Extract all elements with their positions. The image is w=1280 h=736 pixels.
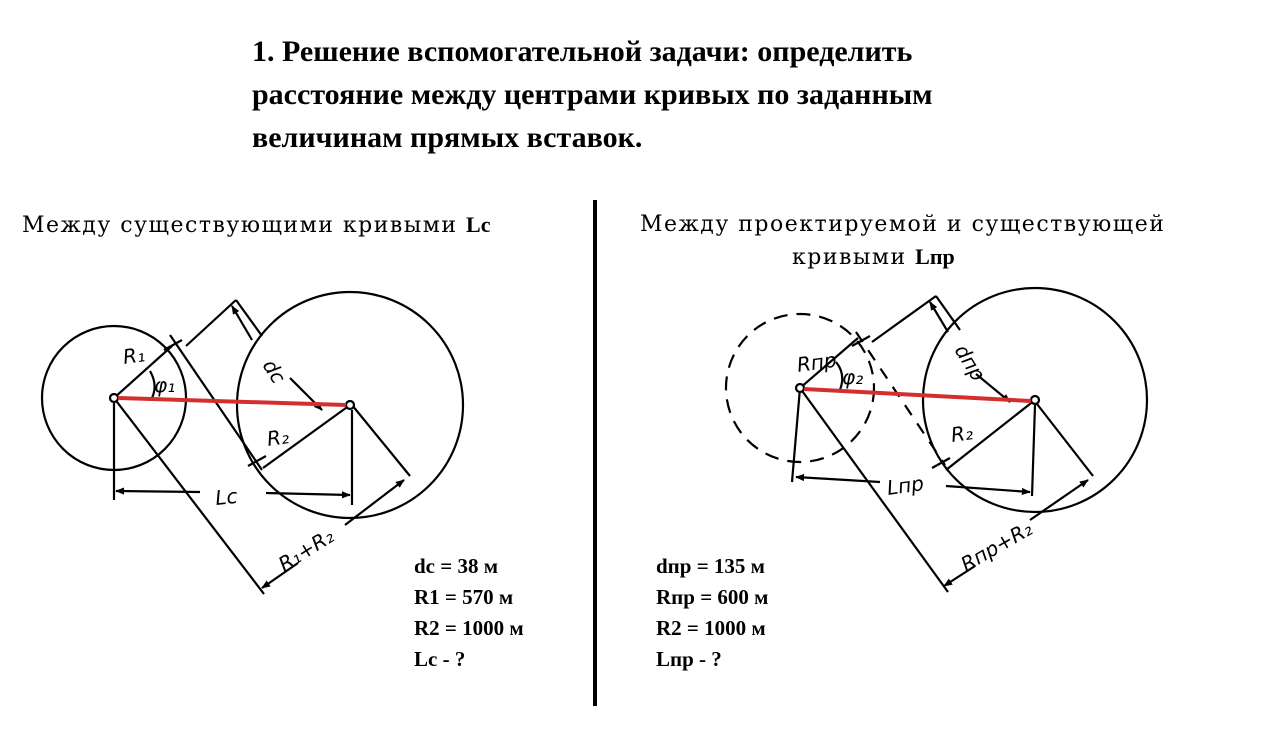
title-line-3: величинам прямых вставок.: [252, 121, 643, 154]
right-given-dpr: dпр = 135 м: [656, 554, 765, 578]
right-vert-2: [1032, 405, 1035, 496]
right-dim-ext-1: [872, 296, 936, 342]
left-given-r1: R1 = 570 м: [414, 585, 514, 609]
right-label-dpr: dпр: [949, 339, 991, 386]
right-center-1: [796, 384, 804, 392]
left-label-phi: φ₁: [154, 373, 176, 397]
title-line-2: расстояние между центрами кривых по заданным: [252, 78, 933, 111]
left-perp-1: [352, 405, 410, 476]
right-dim-ext-2: [936, 296, 960, 330]
left-heading: Между существующими кривыми Lc: [22, 212, 491, 238]
right-rprr2-arrow-a: [1030, 480, 1088, 520]
left-label-lc: Lc: [214, 483, 239, 510]
left-label-r2: R₂: [265, 424, 291, 451]
right-label-r2: R₂: [949, 420, 975, 447]
left-long-diagonal: [114, 398, 264, 594]
left-given-dc: dc = 38 м: [414, 554, 499, 578]
right-given-lpr: Lпр - ?: [656, 647, 722, 671]
left-dc-arrow: [232, 306, 252, 340]
right-dpr-arrow: [930, 302, 948, 332]
right-lpr-arrow-b: [946, 486, 1030, 492]
diagram-labels: [121, 340, 1036, 576]
left-center-2: [346, 401, 354, 409]
right-perp-1: [1037, 404, 1093, 476]
left-lc-arrow-b: [266, 493, 350, 495]
left-given-lc: Lc - ?: [414, 647, 466, 671]
left-lc-arrow-a: [116, 491, 200, 492]
right-vert-1: [792, 388, 800, 482]
right-label-phi: φ₂: [842, 365, 864, 389]
left-label-r1: R₁: [121, 342, 147, 369]
right-label-rprr2: Rпр+R₂: [956, 516, 1037, 577]
left-center-1: [110, 394, 118, 402]
right-tangent-dashed: [856, 332, 945, 465]
right-long-diagonal: [800, 388, 948, 592]
right-label-lpr: Lпр: [885, 471, 926, 500]
right-given-rpr: Rпр = 600 м: [656, 585, 769, 609]
left-heading-symbol: Lc: [466, 212, 491, 237]
right-center-2: [1031, 396, 1039, 404]
left-given-values: [414, 551, 524, 675]
right-heading-line-1: Между проектируемой и существующей: [640, 212, 1166, 237]
left-label-dc: dc: [257, 354, 291, 388]
right-given-values: [656, 551, 768, 675]
right-heading-symbol: Lпр: [915, 244, 955, 269]
right-diagram: [726, 288, 1147, 592]
left-label-r1r2: R₁+R₂: [273, 523, 339, 577]
right-given-r2: R2 = 1000 м: [656, 616, 766, 640]
left-dim-ext-1: [186, 300, 236, 346]
left-diagram: [42, 292, 463, 594]
left-given-r2: R2 = 1000 м: [414, 616, 524, 640]
right-label-rpr: Rпр: [795, 347, 838, 377]
left-r1r2-arrow-a: [345, 480, 404, 525]
title-line-1: 1. Решение вспомогательной задачи: определить: [252, 35, 913, 68]
right-heading-line-2: кривыми Lпр: [792, 244, 955, 270]
